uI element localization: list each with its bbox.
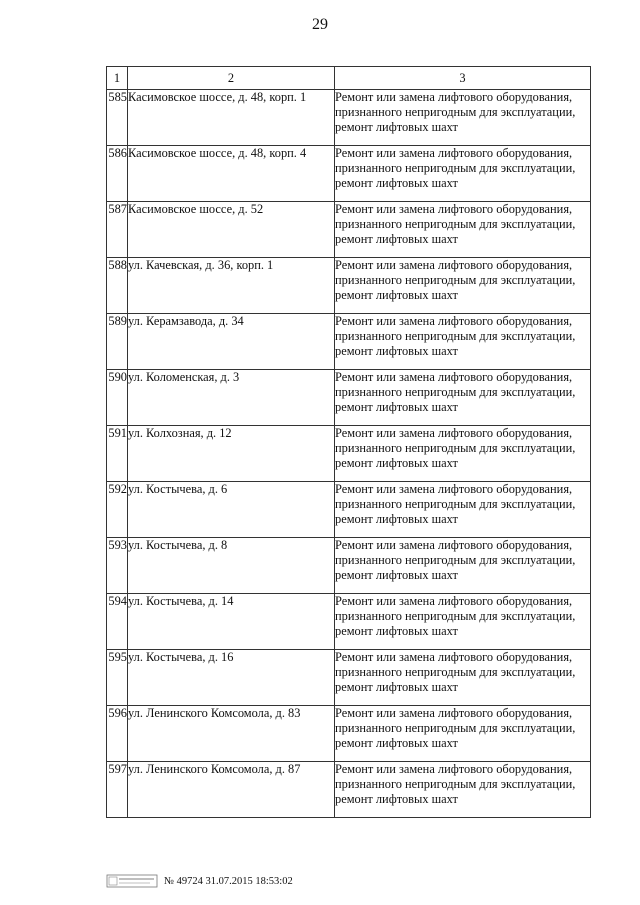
row-work: Ремонт или замена лифтового оборудования, признанного непригодным для эксплуатации, ремонт лифтовых шахт <box>335 90 591 146</box>
row-work: Ремонт или замена лифтового оборудования, признанного непригодным для эксплуатации, ремонт лифтовых шахт <box>335 482 591 538</box>
table-row <box>107 538 591 594</box>
row-address: ул. Костычева, д. 16 <box>128 650 335 706</box>
row-address: ул. Ленинского Комсомола, д. 87 <box>128 762 335 818</box>
table-row <box>107 650 591 706</box>
registry-seal-icon <box>106 873 158 889</box>
row-number: 595 <box>107 650 128 706</box>
row-work: Ремонт или замена лифтового оборудования, признанного непригодным для эксплуатации, ремонт лифтовых шахт <box>335 706 591 762</box>
row-work: Ремонт или замена лифтового оборудования, признанного непригодным для эксплуатации, ремонт лифтовых шахт <box>335 762 591 818</box>
row-number: 592 <box>107 482 128 538</box>
row-address: Касимовское шоссе, д. 52 <box>128 202 335 258</box>
row-work: Ремонт или замена лифтового оборудования, признанного непригодным для эксплуатации, ремонт лифтовых шахт <box>335 650 591 706</box>
row-number: 585 <box>107 90 128 146</box>
row-work: Ремонт или замена лифтового оборудования, признанного непригодным для эксплуатации, ремонт лифтовых шахт <box>335 314 591 370</box>
table-row <box>107 762 591 818</box>
row-number: 587 <box>107 202 128 258</box>
works-table <box>106 66 591 818</box>
row-address: Касимовское шоссе, д. 48, корп. 1 <box>128 90 335 146</box>
page-number: 29 <box>312 16 328 33</box>
table-row <box>107 482 591 538</box>
row-address: ул. Ленинского Комсомола, д. 83 <box>128 706 335 762</box>
table-row <box>107 258 591 314</box>
row-address: ул. Костычева, д. 6 <box>128 482 335 538</box>
row-number: 593 <box>107 538 128 594</box>
row-work: Ремонт или замена лифтового оборудования, признанного непригодным для эксплуатации, ремонт лифтовых шахт <box>335 146 591 202</box>
row-work: Ремонт или замена лифтового оборудования, признанного непригодным для эксплуатации, ремонт лифтовых шахт <box>335 370 591 426</box>
row-work: Ремонт или замена лифтового оборудования, признанного непригодным для эксплуатации, ремонт лифтовых шахт <box>335 258 591 314</box>
table-row <box>107 202 591 258</box>
table-header-row <box>107 67 591 90</box>
column-header-number: 1 <box>107 67 128 90</box>
table-row <box>107 314 591 370</box>
row-work: Ремонт или замена лифтового оборудования, признанного непригодным для эксплуатации, ремонт лифтовых шахт <box>335 426 591 482</box>
row-address: ул. Костычева, д. 8 <box>128 538 335 594</box>
row-number: 590 <box>107 370 128 426</box>
row-number: 589 <box>107 314 128 370</box>
row-address: ул. Коломенская, д. 3 <box>128 370 335 426</box>
table-row <box>107 370 591 426</box>
row-address: ул. Костычева, д. 14 <box>128 594 335 650</box>
row-address: ул. Качевская, д. 36, корп. 1 <box>128 258 335 314</box>
row-number: 596 <box>107 706 128 762</box>
row-work: Ремонт или замена лифтового оборудования, признанного непригодным для эксплуатации, ремонт лифтовых шахт <box>335 202 591 258</box>
registration-stamp: № 49724 31.07.2015 18:53:02 <box>164 875 293 887</box>
row-address: ул. Керамзавода, д. 34 <box>128 314 335 370</box>
row-number: 594 <box>107 594 128 650</box>
column-header-work: 3 <box>335 67 591 90</box>
table-row <box>107 146 591 202</box>
table-row <box>107 706 591 762</box>
row-number: 586 <box>107 146 128 202</box>
row-number: 597 <box>107 762 128 818</box>
row-address: ул. Колхозная, д. 12 <box>128 426 335 482</box>
table-row <box>107 594 591 650</box>
table-row <box>107 90 591 146</box>
row-number: 588 <box>107 258 128 314</box>
column-header-address: 2 <box>128 67 335 90</box>
row-number: 591 <box>107 426 128 482</box>
row-work: Ремонт или замена лифтового оборудования, признанного непригодным для эксплуатации, ремонт лифтовых шахт <box>335 594 591 650</box>
row-address: Касимовское шоссе, д. 48, корп. 4 <box>128 146 335 202</box>
document-footer <box>106 872 293 890</box>
row-work: Ремонт или замена лифтового оборудования, признанного непригодным для эксплуатации, ремонт лифтовых шахт <box>335 538 591 594</box>
table-row <box>107 426 591 482</box>
